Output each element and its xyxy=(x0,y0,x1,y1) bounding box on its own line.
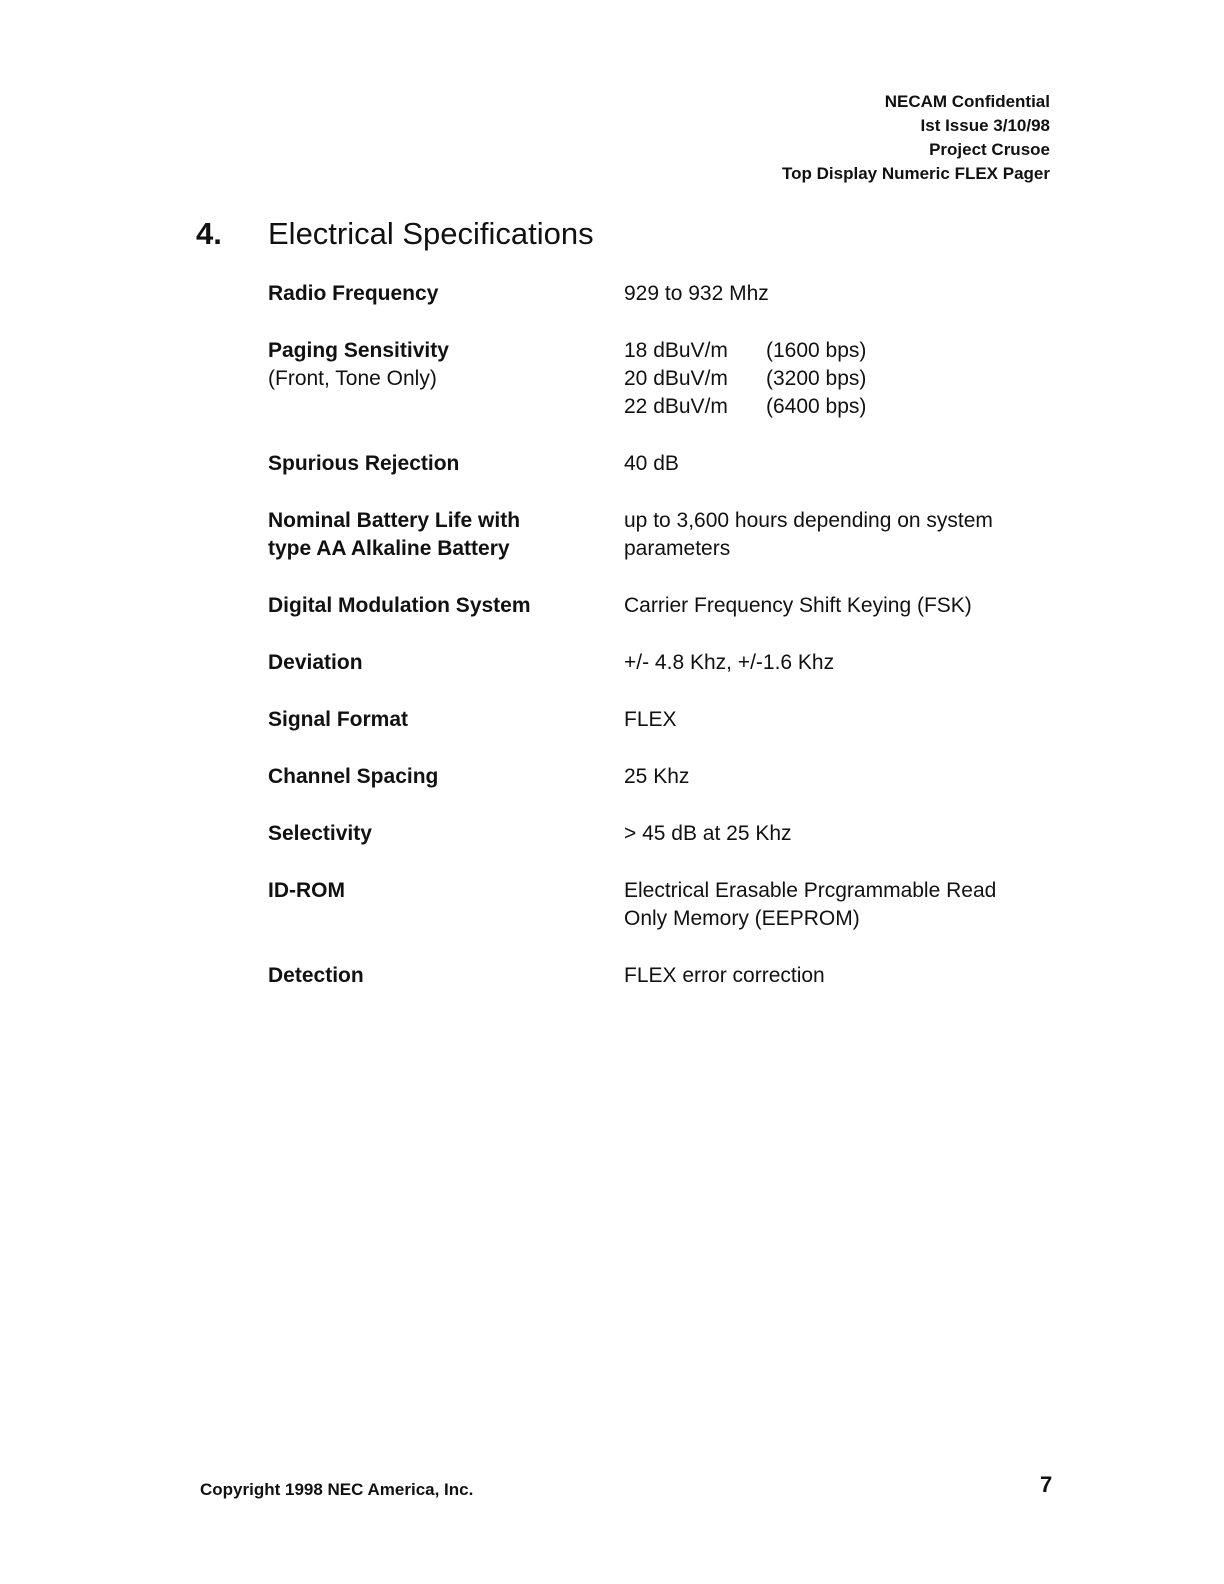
spec-row-signal-format xyxy=(268,706,1068,763)
page-number: 7 xyxy=(1040,1472,1053,1497)
header-product: Top Display Numeric FLEX Pager xyxy=(782,164,1050,183)
spec-label: Signal Format xyxy=(268,708,409,731)
spec-value-cell xyxy=(624,337,1068,450)
sensitivity-line xyxy=(624,365,1068,393)
document-header xyxy=(782,90,1050,186)
spec-sublabel: (Front, Tone Only) xyxy=(268,367,437,390)
section-number: 4. xyxy=(196,216,222,251)
spec-row-paging-sensitivity xyxy=(268,337,1068,450)
sensitivity-rate: (3200 bps) xyxy=(766,367,867,390)
spec-row-selectivity xyxy=(268,820,1068,877)
spec-row-deviation xyxy=(268,649,1068,706)
spec-row-detection xyxy=(268,962,1068,1019)
section-title: Electrical Specifications xyxy=(268,216,594,251)
spec-label: Paging Sensitivity xyxy=(268,339,449,362)
spec-label-cell xyxy=(268,507,624,592)
spec-label: Channel Spacing xyxy=(268,765,439,788)
section-heading xyxy=(196,214,594,254)
spec-label: Selectivity xyxy=(268,822,372,845)
spec-value: FLEX error correction xyxy=(624,964,825,987)
spec-value: Carrier Frequency Shift Keying (FSK) xyxy=(624,594,972,617)
header-issue: Ist Issue 3/10/98 xyxy=(920,116,1050,135)
spec-value: FLEX xyxy=(624,708,677,731)
spec-value: +/- 4.8 Khz, +/-1.6 Khz xyxy=(624,651,835,674)
spec-label: Spurious Rejection xyxy=(268,452,460,475)
sensitivity-rate: (1600 bps) xyxy=(766,339,867,362)
spec-label-line: Nominal Battery Life with xyxy=(268,509,521,532)
spec-value-line: Only Memory (EEPROM) xyxy=(624,907,860,930)
spec-value-line: Electrical Erasable Prcgrammable Read xyxy=(624,879,997,902)
spec-value: 929 to 932 Mhz xyxy=(624,282,769,305)
spec-value-cell xyxy=(624,877,1068,962)
spec-row-spurious-rejection xyxy=(268,450,1068,507)
spec-row-channel-spacing xyxy=(268,763,1068,820)
spec-label: Digital Modulation System xyxy=(268,594,531,617)
spec-row-digital-modulation xyxy=(268,592,1068,649)
spec-label: Radio Frequency xyxy=(268,282,439,305)
spec-value-cell xyxy=(624,507,1068,592)
header-project: Project Crusoe xyxy=(929,140,1050,159)
spec-value: 25 Khz xyxy=(624,765,690,788)
sensitivity-level: 22 dBuV/m xyxy=(624,395,728,418)
spec-label-line: type AA Alkaline Battery xyxy=(268,537,510,560)
header-confidential: NECAM Confidential xyxy=(884,92,1050,111)
spec-value-line: parameters xyxy=(624,537,731,560)
sensitivity-level: 20 dBuV/m xyxy=(624,367,728,390)
spec-table xyxy=(268,280,1068,1019)
spec-label-cell xyxy=(268,337,624,450)
spec-row-radio-frequency xyxy=(268,280,1068,337)
spec-value-line: up to 3,600 hours depending on system xyxy=(624,509,993,532)
spec-row-id-rom xyxy=(268,877,1068,962)
spec-row-battery-life xyxy=(268,507,1068,592)
sensitivity-line xyxy=(624,393,1068,421)
sensitivity-line xyxy=(624,337,1068,365)
spec-label: Deviation xyxy=(268,651,363,674)
footer-copyright: Copyright 1998 NEC America, Inc. xyxy=(200,1480,474,1499)
spec-value: > 45 dB at 25 Khz xyxy=(624,822,792,845)
sensitivity-level: 18 dBuV/m xyxy=(624,339,728,362)
sensitivity-rate: (6400 bps) xyxy=(766,395,867,418)
spec-value: 40 dB xyxy=(624,452,679,475)
spec-label: Detection xyxy=(268,964,364,987)
spec-label: ID-ROM xyxy=(268,879,345,902)
